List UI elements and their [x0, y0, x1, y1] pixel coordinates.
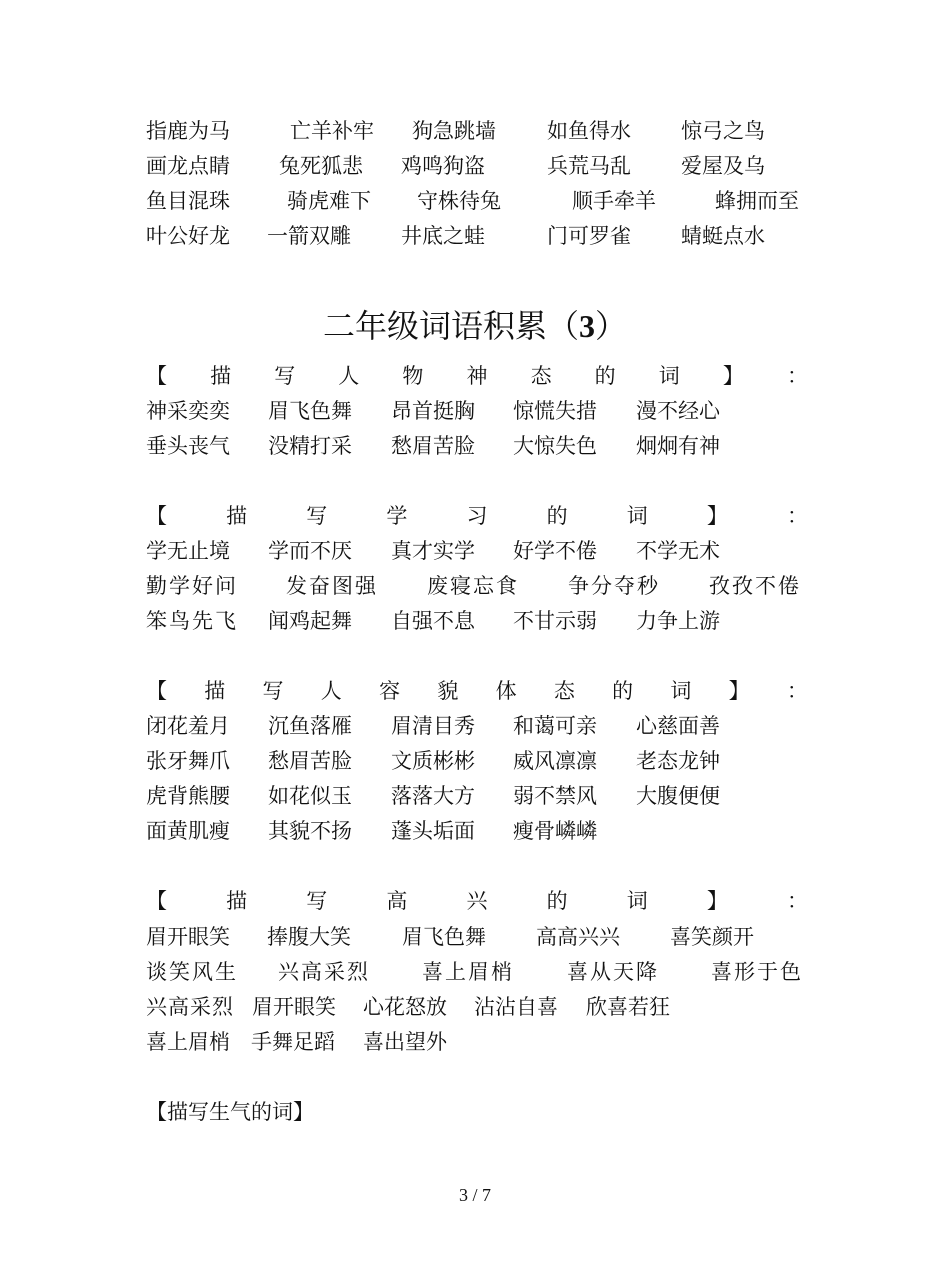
word: 笨鸟先飞	[146, 609, 238, 633]
word-row	[146, 429, 808, 464]
word: 大腹便便	[636, 784, 720, 808]
word: 高高兴兴	[536, 925, 620, 949]
word: 谈笑风生	[146, 960, 238, 984]
page-title	[0, 300, 950, 352]
word-row	[146, 744, 808, 779]
word: 心慈面善	[636, 714, 720, 738]
word: 面黄肌瘦	[146, 819, 230, 843]
word: 学无止境	[146, 539, 230, 563]
word: 不学无术	[636, 539, 720, 563]
word: 欣喜若狂	[586, 995, 670, 1019]
word: 勤学好问	[146, 574, 238, 598]
word-row	[146, 920, 808, 955]
word: 兔死狐悲	[279, 154, 363, 178]
word: 大惊失色	[513, 434, 597, 458]
idiom-row	[146, 184, 808, 219]
word: 手舞足蹈	[251, 1030, 335, 1054]
word: 蓬头垢面	[391, 819, 475, 843]
word: 愁眉苦脸	[391, 434, 475, 458]
word: 发奋图强	[286, 574, 378, 598]
word: 鸡鸣狗盗	[401, 154, 485, 178]
word-row	[146, 779, 808, 814]
word: 指鹿为马	[146, 119, 230, 143]
title-text: 二年级词语积累（	[322, 307, 579, 345]
word: 废寝忘食	[427, 574, 519, 598]
word: 落落大方	[391, 784, 475, 808]
section-heading-appearance: 【 描 写 人 容 貌 体 态 的 词 】 ：	[146, 679, 808, 703]
word-row	[146, 955, 808, 990]
section-heading-angry: 【描写生气的词】	[146, 1100, 314, 1124]
word: 喜上眉梢	[422, 960, 514, 984]
word: 如花似玉	[268, 784, 352, 808]
word: 学而不厌	[268, 539, 352, 563]
word: 如鱼得水	[547, 119, 631, 143]
word: 其貌不扬	[268, 819, 352, 843]
word: 垂头丧气	[146, 434, 230, 458]
word: 自强不息	[391, 609, 475, 633]
idiom-row	[146, 149, 808, 184]
word-row	[146, 604, 808, 639]
word: 弱不禁风	[513, 784, 597, 808]
word: 眉开眼笑	[252, 995, 336, 1019]
word: 狗急跳墙	[412, 119, 496, 143]
word: 虎背熊腰	[146, 784, 230, 808]
word-row	[146, 534, 808, 569]
word: 老态龙钟	[636, 749, 720, 773]
word: 喜上眉梢	[146, 1030, 230, 1054]
page-number: 3 / 7	[458, 1185, 491, 1205]
word: 张牙舞爪	[146, 749, 230, 773]
word: 惊弓之鸟	[681, 119, 765, 143]
word: 喜从天降	[567, 960, 659, 984]
word: 惊慌失措	[513, 399, 597, 423]
word: 眉开眼笑	[146, 925, 230, 949]
word-row	[146, 394, 808, 429]
word: 一箭双雕	[267, 224, 351, 248]
word: 捧腹大笑	[267, 925, 351, 949]
word: 好学不倦	[513, 539, 597, 563]
word: 闻鸡起舞	[268, 609, 352, 633]
word: 孜孜不倦	[709, 574, 801, 598]
word: 兴高采烈	[146, 995, 234, 1019]
word: 瘦骨嶙嶙	[513, 819, 597, 843]
word: 喜形于色	[711, 960, 803, 984]
word: 井底之蛙	[401, 224, 485, 248]
word: 争分夺秒	[568, 574, 660, 598]
word: 鱼目混珠	[146, 189, 230, 213]
word: 喜出望外	[363, 1030, 447, 1054]
word: 兵荒马乱	[547, 154, 631, 178]
word: 沉鱼落雁	[268, 714, 352, 738]
word: 叶公好龙	[146, 224, 230, 248]
word: 没精打采	[268, 434, 352, 458]
word: 蜻蜓点水	[681, 224, 765, 248]
section-heading-study: 【 描 写 学 习 的 词 】 ：	[146, 504, 808, 528]
word: 文质彬彬	[391, 749, 475, 773]
word: 沾沾自喜	[474, 995, 558, 1019]
word-row	[146, 990, 808, 1025]
word: 亡羊补牢	[290, 119, 374, 143]
word: 真才实学	[391, 539, 475, 563]
word: 骑虎难下	[287, 189, 371, 213]
word: 愁眉苦脸	[268, 749, 352, 773]
word: 不甘示弱	[513, 609, 597, 633]
word: 漫不经心	[636, 399, 720, 423]
title-close: ）	[595, 307, 628, 345]
word: 炯炯有神	[636, 434, 720, 458]
word: 画龙点睛	[146, 154, 230, 178]
word: 顺手牵羊	[572, 189, 656, 213]
word-row	[146, 1025, 808, 1060]
word: 威风凛凛	[513, 749, 597, 773]
word: 闭花羞月	[146, 714, 230, 738]
word: 昂首挺胸	[391, 399, 475, 423]
word: 眉飞色舞	[402, 925, 486, 949]
word: 蜂拥而至	[715, 189, 799, 213]
word: 眉清目秀	[391, 714, 475, 738]
word: 兴高采烈	[278, 960, 370, 984]
word-row	[146, 709, 808, 744]
word-row	[146, 814, 808, 849]
word: 眉飞色舞	[268, 399, 352, 423]
word: 喜笑颜开	[670, 925, 754, 949]
idiom-row	[146, 114, 808, 149]
title-number: 3	[579, 308, 595, 344]
word: 爱屋及乌	[681, 154, 765, 178]
word: 门可罗雀	[547, 224, 631, 248]
section-heading-happy: 【 描 写 高 兴 的 词 】 ：	[146, 889, 808, 913]
idiom-row	[146, 219, 808, 254]
word: 和蔼可亲	[513, 714, 597, 738]
word: 力争上游	[636, 609, 720, 633]
section-heading-expression: 【 描 写 人 物 神 态 的 词 】 ：	[146, 364, 808, 388]
word-row	[146, 569, 808, 604]
word: 守株待兔	[417, 189, 501, 213]
word: 心花怒放	[363, 995, 447, 1019]
word: 神采奕奕	[146, 399, 230, 423]
